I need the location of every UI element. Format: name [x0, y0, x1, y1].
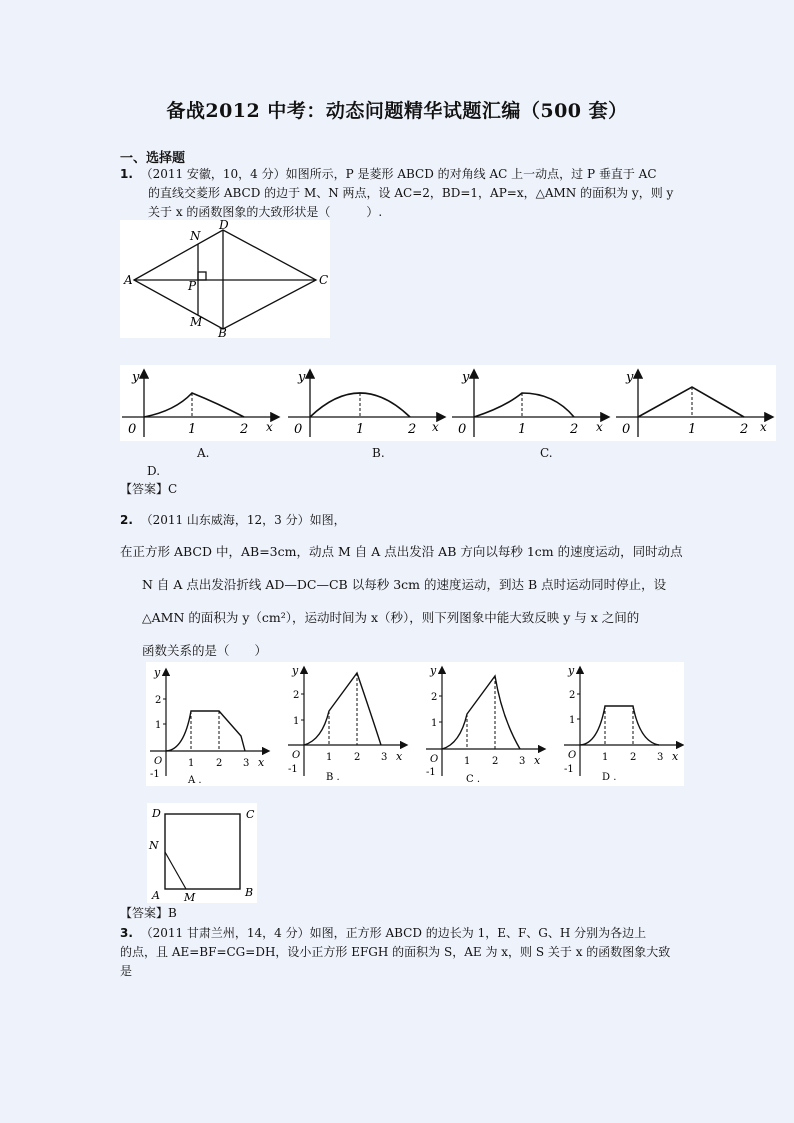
label-d: D — [152, 807, 161, 820]
q2-line1: 在正方形 ABCD 中，AB=3cm，动点 M 自 A 点出发沿 AB 方向以每秒 1cm 的速度运动，同时动点 — [120, 544, 683, 559]
tick-x2: 2 — [492, 756, 499, 767]
tick-1: 1 — [356, 422, 365, 437]
tick-y1: 1 — [155, 720, 162, 731]
x-axis-label: x — [596, 420, 603, 434]
q1-option-d: D. — [147, 464, 161, 478]
label-m: M — [184, 891, 196, 903]
q1-option-graphs — [120, 365, 776, 441]
q1-graph-c — [452, 370, 608, 437]
page-title: 备战2012 中考：动态问题精华试题汇编（500 套） — [166, 100, 628, 122]
question-2-body — [120, 535, 690, 667]
q2-line4: 函数关系的是（ ） — [142, 643, 268, 658]
tick-y2: 2 — [569, 690, 576, 701]
tick-y2: 2 — [293, 690, 300, 701]
x-axis-label: x — [258, 756, 265, 769]
origin-label: 0 — [294, 422, 303, 437]
tick-x1: 1 — [326, 752, 333, 763]
y-axis-label: y — [298, 370, 306, 385]
tick-x1: 1 — [188, 758, 195, 769]
tick-x1: 1 — [602, 752, 609, 763]
tick-x3: 3 — [519, 756, 526, 767]
label-n: N — [149, 839, 159, 852]
x-axis-label: x — [760, 420, 767, 434]
tick-1: 1 — [688, 422, 697, 437]
q2-line2: N 自 A 点出发沿折线 AD—DC—CB 以每秒 3cm 的速度运动，到达 B 点时运动同时停止，设 — [142, 577, 667, 592]
rhombus-figure — [120, 220, 330, 338]
q1-graph-d — [616, 370, 772, 437]
question-number: 3. — [120, 926, 133, 940]
tick-y1: 1 — [431, 718, 438, 729]
tick-neg1: -1 — [288, 764, 298, 775]
label-m: M — [190, 315, 203, 329]
label-n: N — [190, 229, 201, 243]
label-b: B — [245, 886, 254, 899]
q3-line1: （2011 甘肃兰州，14，4 分）如图，正方形 ABCD 的边长为 1，E、F、G、H 分别为各边上 — [140, 926, 647, 940]
q2-option-graphs — [146, 662, 684, 786]
tick-y2: 2 — [431, 692, 438, 703]
q2-option-a: A . — [188, 775, 202, 786]
x-axis-label: x — [672, 750, 679, 763]
tick-2: 2 — [408, 422, 417, 437]
tick-x3: 3 — [381, 752, 388, 763]
question-number: 1. — [120, 167, 133, 181]
label-a: A — [124, 273, 133, 287]
tick-2: 2 — [240, 422, 249, 437]
q2-option-c: C . — [466, 774, 481, 785]
tick-neg1: -1 — [564, 764, 574, 775]
q2-option-b: B . — [326, 772, 340, 783]
question-3 — [120, 924, 690, 981]
q1-graph-b — [288, 370, 444, 437]
q2-graph-d — [564, 664, 682, 783]
x-axis-label: x — [266, 420, 273, 434]
q2-graph-c — [426, 664, 544, 785]
tick-x3: 3 — [243, 758, 250, 769]
tick-x3: 3 — [657, 752, 664, 763]
q2-graph-b — [288, 664, 406, 783]
tick-neg1: -1 — [426, 767, 436, 778]
q1-line2: 的直线交菱形 ABCD 的边于 M、N 两点，设 AC=2，BD=1，AP=x，△AMN 的面积为 y，则 y — [148, 186, 674, 200]
q1-option-c: C. — [540, 446, 553, 460]
y-axis-label: y — [430, 664, 437, 677]
tick-x1: 1 — [464, 756, 471, 767]
origin-label: O — [430, 754, 439, 765]
y-axis-label: y — [568, 664, 575, 677]
tick-y1: 1 — [569, 715, 576, 726]
tick-1: 1 — [188, 422, 197, 437]
square-figure — [147, 803, 257, 903]
origin-label: O — [154, 756, 163, 767]
x-axis-label: x — [396, 750, 403, 763]
tick-neg1: -1 — [150, 769, 160, 780]
question-number: 2. — [120, 513, 133, 527]
q1-answer: 【答案】C — [120, 482, 178, 496]
q2-answer: 【答案】B — [120, 906, 177, 920]
q3-line2: 的点，且 AE=BF=CG=DH，设小正方形 EFGH 的面积为 S，AE 为 x，则 S 关于 x 的函数图象大致 — [120, 945, 671, 959]
q1-graph-a — [122, 370, 278, 437]
tick-1: 1 — [518, 422, 527, 437]
label-c: C — [246, 808, 255, 821]
tick-x2: 2 — [216, 758, 223, 769]
origin-label: 0 — [458, 422, 467, 437]
origin-label: O — [568, 750, 577, 761]
q2-graph-a — [150, 666, 268, 786]
y-axis-label: y — [292, 664, 299, 677]
y-axis-label: y — [462, 370, 470, 385]
q2-option-d: D . — [602, 772, 617, 783]
section-heading: 一、选择题 — [120, 151, 186, 166]
question-1 — [120, 165, 680, 222]
y-axis-label: y — [132, 370, 140, 385]
tick-y1: 1 — [293, 716, 300, 727]
q1-option-b: B. — [372, 446, 385, 460]
label-a: A — [152, 889, 160, 902]
origin-label: 0 — [128, 422, 137, 437]
question-2-intro — [120, 511, 346, 530]
q2-intro: （2011 山东威海，12，3 分）如图， — [140, 513, 346, 527]
q3-line3: 是 — [120, 964, 133, 978]
label-c: C — [319, 273, 329, 287]
label-d: D — [219, 220, 229, 232]
x-axis-label: x — [534, 754, 541, 767]
tick-x2: 2 — [354, 752, 361, 763]
tick-x2: 2 — [630, 752, 637, 763]
tick-2: 2 — [740, 422, 749, 437]
q1-line3: 关于 x 的函数图象的大致形状是（ ）. — [148, 205, 383, 219]
y-axis-label: y — [154, 666, 161, 679]
label-b: B — [218, 326, 227, 338]
label-p: P — [188, 279, 197, 293]
tick-2: 2 — [570, 422, 579, 437]
tick-y2: 2 — [155, 695, 162, 706]
origin-label: O — [292, 750, 301, 761]
x-axis-label: x — [432, 420, 439, 434]
q1-line1: （2011 安徽，10，4 分）如图所示，P 是菱形 ABCD 的对角线 AC 上一动点，过 P 垂直于 AC — [140, 167, 657, 181]
q2-line3: △AMN 的面积为 y（cm²），运动时间为 x（秒），则下列图象中能大致反映 y 与 x 之间的 — [142, 610, 640, 625]
q1-option-a: A. — [197, 446, 210, 460]
origin-label: 0 — [622, 422, 631, 437]
y-axis-label: y — [626, 370, 634, 385]
